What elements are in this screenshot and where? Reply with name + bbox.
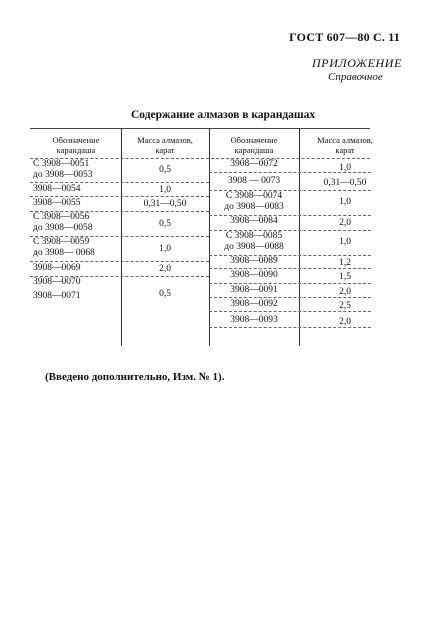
amendment-note: (Введено дополнительно, Изм. № 1).	[45, 371, 225, 383]
row-rule	[209, 283, 371, 284]
table-cell-mass: 0,31—0,50	[143, 199, 187, 209]
table-cell-mass: 1,0	[339, 237, 351, 247]
header-designation-left: Обозначение карандаша	[52, 135, 100, 155]
table-cell-mass: 0,5	[159, 289, 171, 299]
table-top-rule	[30, 128, 370, 129]
table-cell-mass: 0,5	[159, 165, 171, 175]
col-rule-1	[121, 128, 122, 346]
table-row: 3908—0091	[230, 285, 278, 295]
table-row: С 3908—0056 до 3908—0058	[33, 212, 93, 233]
row-rule	[30, 182, 209, 183]
table-cell-mass: 0,31—0,50	[323, 178, 367, 188]
row-rule	[209, 268, 371, 269]
table-cell-mass: 2,0	[339, 287, 351, 297]
table-row: 3908—0069	[33, 263, 81, 273]
row-rule	[209, 297, 371, 298]
table-cell-mass: 1,0	[339, 163, 351, 173]
table-row: С 3908—0074 до 3908—0083	[224, 191, 284, 212]
table-cell-mass: 2,5	[339, 301, 351, 311]
table-row: 3908—0070 3908—0071	[33, 277, 81, 301]
table-cell-mass: 2,0	[339, 317, 351, 327]
table-row: 3908—0089	[230, 256, 278, 266]
table-row: 3908—0055	[33, 198, 81, 208]
table-row: С 3908—0059 до 3908— 0068	[33, 237, 95, 258]
row-rule	[209, 311, 371, 312]
table-row: 3908—0092	[230, 299, 278, 309]
table-row: 3908—0093	[230, 315, 278, 325]
header-designation-right: Обозначение карандаша	[230, 135, 278, 155]
row-rule	[30, 261, 209, 262]
table-row: 3908—0090	[230, 270, 278, 280]
table-caption: Содержание алмазов в карандашах	[131, 109, 316, 121]
header-mass-right: Масса алмазов, карат	[317, 135, 373, 155]
table-cell-mass: 1,0	[159, 244, 171, 254]
table-row: 3908—0072	[230, 159, 278, 169]
table-cell-mass: 1,0	[339, 197, 351, 207]
table-cell-mass: 1,2	[339, 258, 351, 268]
appendix-type: Справочное	[328, 71, 383, 83]
table-row: 3908—0054	[33, 184, 81, 194]
row-rule	[209, 172, 371, 173]
standard-page-header: ГОСТ 607—80 С. 11	[289, 30, 400, 44]
table-cell-mass: 0,5	[159, 219, 171, 229]
table-cell-mass: 1,0	[159, 185, 171, 195]
table-cell-mass: 2,0	[339, 218, 351, 228]
table-row: 3908—0084	[230, 216, 278, 226]
table-cell-mass: 1,5	[339, 272, 351, 282]
table-cell-mass: 2,0	[159, 264, 171, 274]
table-row: С 3908—0051 до 3908—0053	[33, 159, 93, 180]
row-rule	[209, 327, 371, 328]
table-row: С 3908—0085 до 3908—0088	[224, 231, 284, 252]
appendix-title: ПРИЛОЖЕНИЕ	[312, 56, 402, 70]
table-row: 3908 — 0073	[227, 176, 281, 186]
header-mass-left: Масса алмазов, карат	[137, 135, 193, 155]
row-rule	[30, 196, 209, 197]
